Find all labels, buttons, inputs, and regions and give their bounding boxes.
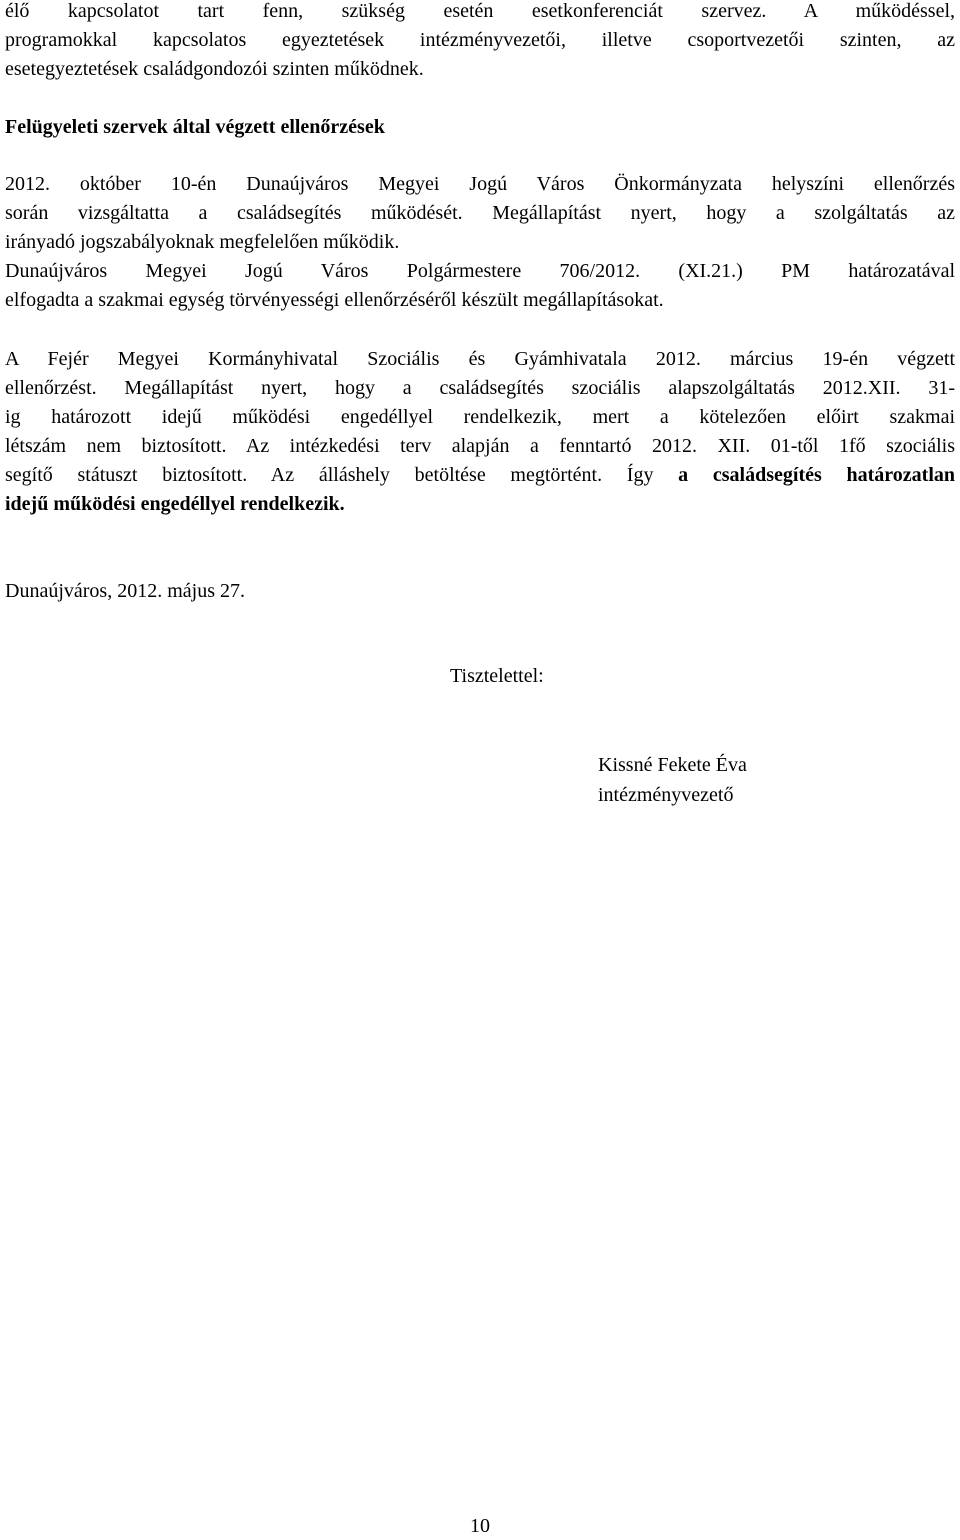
county-inspection-line-3: ig határozott idejű működési engedéllyel rendelkezik, mert a kötelezően előirt szakmai [5, 406, 955, 428]
county-inspection-line-5-bold: a családsegítés határozatlan [678, 464, 955, 486]
intro-line-3: esetegyeztetések családgondozói szinten működnek. [5, 58, 424, 80]
city-inspection-line-2: során vizsgáltatta a családsegítés működését. Megállapítást nyert, hogy a szolgáltatás az [5, 202, 955, 224]
intro-line-2: programokkal kapcsolatos egyeztetések intézményvezetői, illetve csoportvezetői szinten, az [5, 29, 955, 51]
city-inspection-line-4: Dunaújváros Megyei Jogú Város Polgármestere 706/2012. (XI.21.) PM határozatával [5, 260, 955, 282]
signatory-name: Kissné Fekete Éva [598, 754, 747, 776]
intro-line-1: élő kapcsolatot tart fenn, szükség esetén esetkonferenciát szervez. A működéssel, [5, 0, 955, 22]
closing-salutation: Tisztelettel: [450, 665, 544, 687]
county-inspection-line-4: létszám nem biztosított. Az intézkedési terv alapján a fenntartó 2012. XII. 01-től 1fő szociális [5, 435, 955, 457]
county-inspection-line-6: idejű működési engedéllyel rendelkezik. [5, 493, 345, 515]
signatory-title: intézményvezető [598, 784, 734, 806]
city-inspection-line-5: elfogadta a szakmai egység törvényességi ellenőrzéséről készült megállapításokat. [5, 289, 664, 311]
city-inspection-line-1: 2012. október 10-én Dunaújváros Megyei Jogú Város Önkormányzata helyszíni ellenőrzés [5, 173, 955, 195]
place-date: Dunaújváros, 2012. május 27. [5, 580, 245, 602]
county-inspection-line-5 [5, 461, 955, 490]
county-inspection-line-5-normal: segítő státuszt biztosított. Az álláshely betöltése megtörtént. Így [5, 464, 679, 486]
county-inspection-line-1: A Fejér Megyei Kormányhivatal Szociális és Gyámhivatala 2012. március 19-én végzett [5, 348, 955, 370]
city-inspection-line-3: irányadó jogszabályoknak megfelelően működik. [5, 231, 400, 253]
signature-block [598, 750, 747, 810]
county-inspection-line-2: ellenőrzést. Megállapítást nyert, hogy a családsegítés szociális alapszolgáltatás 2012.XII. 31- [5, 377, 955, 399]
page-number: 10 [470, 1515, 490, 1537]
section-heading: Felügyeleti szervek által végzett ellenőrzések [5, 116, 385, 138]
